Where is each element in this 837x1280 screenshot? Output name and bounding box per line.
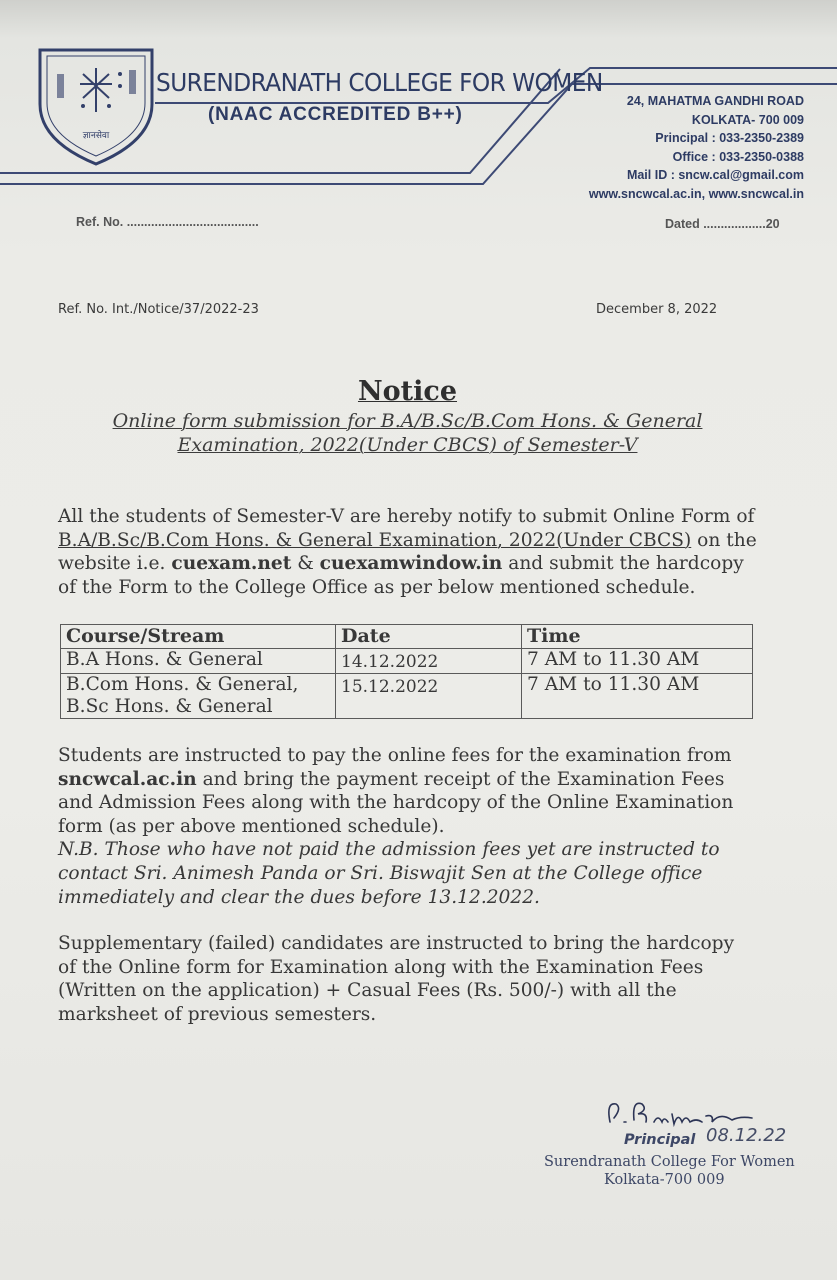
course-cell: B.A Hons. & General	[61, 649, 336, 674]
para-text: Students are instructed to pay the online fees for the examination from	[58, 745, 732, 766]
para-text: and submit the hardcopy of the Form to the College Office as per below mentioned schedule.	[58, 553, 744, 598]
notice-subtitle-line2: Examination, 2022(Under CBCS) of Semester-V	[177, 434, 638, 456]
time-cell: 7 AM to 11.30 AM	[522, 649, 753, 674]
time-cell: 7 AM to 11.30 AM	[522, 674, 753, 719]
office-phone: Office : 033-2350-0388	[672, 149, 804, 164]
schedule-table	[60, 624, 753, 719]
letterhead-ref-label: Ref. No. ......................................	[76, 215, 259, 229]
course-cell	[61, 674, 336, 719]
para-text: and bring the payment receipt of the Examination Fees and Admission Fees along with the hardcopy of the Online Examination form (as per above mentioned schedule).	[58, 768, 734, 837]
column-header: Date	[336, 625, 522, 649]
date-cell: 14.12.2022	[336, 649, 522, 674]
date-cell: 15.12.2022	[336, 674, 522, 719]
notice-subtitle-line1: Online form submission for B.A/B.Sc/B.Com Hons. & General	[112, 410, 703, 432]
signatory-title: Principal	[624, 1132, 696, 1148]
column-header: Time	[522, 625, 753, 649]
principal-phone: Principal : 033-2350-2389	[655, 131, 804, 146]
website-cuexam: cuexam.net	[171, 553, 292, 575]
college-address	[589, 92, 804, 204]
college-name: SURENDRANATH COLLEGE FOR WOMEN	[156, 68, 603, 97]
accreditation-label: (NAAC ACCREDITED B++)	[208, 104, 463, 125]
fees-paragraph	[58, 744, 758, 909]
notice-ref-number: Ref. No. Int./Notice/37/2022-23	[58, 302, 259, 317]
website-links: www.sncwcal.ac.in, www.sncwcal.in	[588, 186, 804, 201]
notice-title: Notice	[357, 376, 458, 407]
website-sncwcal: sncwcal.ac.in	[58, 768, 197, 790]
address-line: 24, MAHATMA GANDHI ROAD	[626, 94, 804, 108]
para-text: All the students of Semester-V are hereby notify to submit Online Form of	[58, 506, 755, 527]
stamp-college-name: Surendranath College For Women	[544, 1154, 795, 1170]
website-cuexamwindow: cuexamwindow.in	[319, 553, 503, 575]
column-header: Course/Stream	[61, 625, 336, 649]
course-line: B.Sc Hons. & General	[66, 696, 273, 717]
emblem-motto: ज्ञानसेवा	[82, 131, 110, 141]
exam-name-underlined: B.A/B.Sc/B.Com Hons. & General Examination, 2022(Under CBCS)	[58, 529, 692, 551]
para-text: on the website i.e.	[58, 529, 757, 575]
nb-note: N.B. Those who have not paid the admission fees yet are instructed to contact Sri. Animesh Panda or Sri. Biswajit Sen at the College office immediately and clear the dues before 13.12.2022.	[58, 839, 720, 908]
email-address: Mail ID : sncw.cal@gmail.com	[626, 168, 804, 183]
signature-date: 08.12.22	[706, 1125, 787, 1146]
letterhead-dated-label: Dated ..................20	[665, 217, 780, 231]
table-row	[61, 674, 753, 719]
course-line: B.Com Hons. & General,	[66, 674, 299, 695]
college-emblem	[37, 46, 155, 168]
notice-date: December 8, 2022	[596, 302, 718, 317]
address-line: KOLKATA- 700 009	[691, 112, 804, 127]
table-row	[61, 649, 753, 674]
para-text: &	[291, 553, 320, 575]
table-header-row	[61, 625, 753, 649]
supplementary-paragraph: Supplementary (failed) candidates are instructed to bring the hardcopy of the Online form for Examination along with the Examination Fees (Written on the application) + Casual Fees (Rs. 500/-) with all the marksheet of previous semesters.	[58, 933, 735, 1025]
stamp-college-city: Kolkata-700 009	[604, 1172, 725, 1188]
instruction-paragraph	[58, 505, 758, 599]
